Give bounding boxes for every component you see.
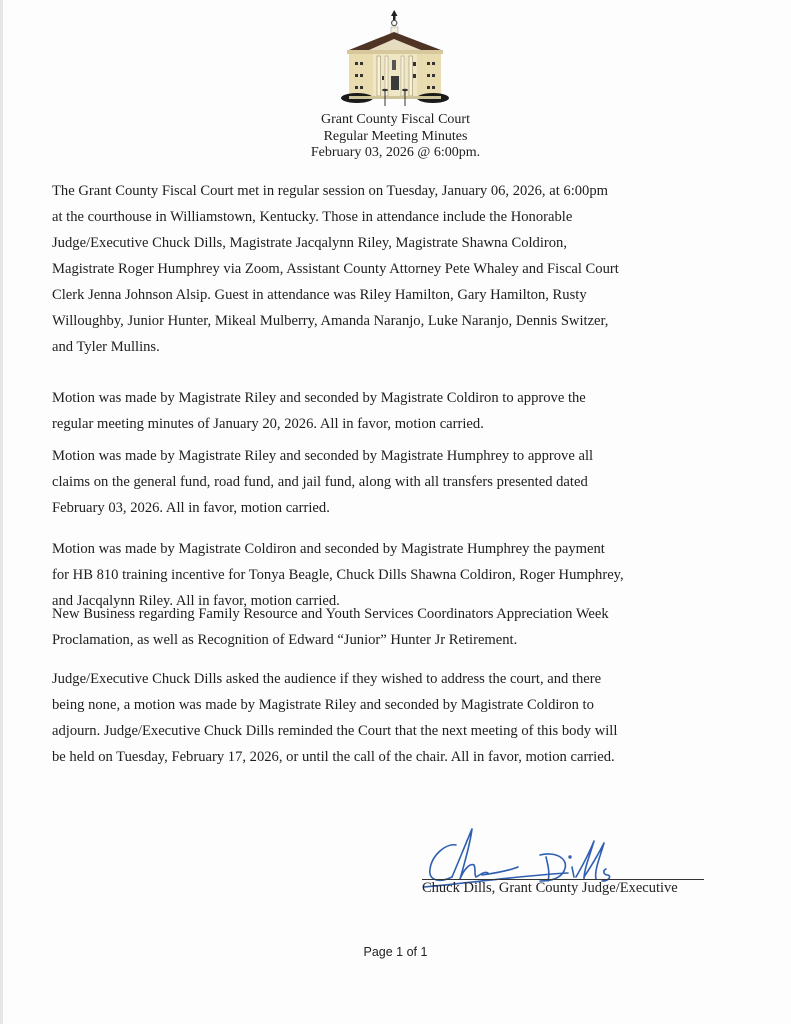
paragraph-line: and Jacqalynn Riley. All in favor, motion carried. bbox=[52, 593, 340, 609]
paragraph-line: and Tyler Mullins. bbox=[52, 339, 160, 355]
new-business-paragraph bbox=[52, 601, 712, 653]
paragraph-line: at the courthouse in Williamstown, Kentucky. Those in attendance include the Honorable bbox=[52, 209, 573, 225]
paragraph-line: claims on the general fund, road fund, and jail fund, along with all transfers presented dated bbox=[52, 474, 588, 490]
minutes-approval-paragraph bbox=[52, 385, 712, 437]
paragraph-line: adjourn. Judge/Executive Chuck Dills reminded the Court that the next meeting of this body will bbox=[52, 723, 618, 739]
paragraph-line: Motion was made by Magistrate Riley and seconded by Magistrate Coldiron to approve the bbox=[52, 390, 586, 406]
paragraph-line: be held on Tuesday, February 17, 2026, or until the call of the chair. All in favor, motion carried. bbox=[52, 749, 615, 765]
paragraph-line: Willoughby, Junior Hunter, Mikeal Mulberry, Amanda Naranjo, Luke Naranjo, Dennis Switzer, bbox=[52, 313, 609, 329]
paragraph-line: for HB 810 training incentive for Tonya Beagle, Chuck Dills Shawna Coldiron, Roger Humphrey, bbox=[52, 567, 624, 583]
document-type: Regular Meeting Minutes bbox=[323, 128, 468, 144]
meeting-date: February 03, 2026 @ 6:00pm. bbox=[310, 145, 481, 160]
paragraph-line: Motion was made by Magistrate Coldiron and seconded by Magistrate Humphrey the payment bbox=[52, 541, 605, 557]
paragraph-line: Motion was made by Magistrate Riley and seconded by Magistrate Humphrey to approve all bbox=[52, 448, 594, 464]
courthouse-logo-icon bbox=[339, 10, 451, 108]
paragraph-line: Proclamation, as well as Recognition of Edward “Junior” Hunter Jr Retirement. bbox=[52, 632, 518, 648]
paragraph-line: February 03, 2026. All in favor, motion carried. bbox=[52, 500, 330, 516]
paragraph-line: New Business regarding Family Resource and Youth Services Coordinators Appreciation Week bbox=[52, 606, 609, 622]
paragraph-line: The Grant County Fiscal Court met in regular session on Tuesday, January 06, 2026, at 6:00pm bbox=[52, 183, 608, 199]
claims-approval-paragraph bbox=[52, 443, 712, 521]
signature-caption: Chuck Dills, Grant County Judge/Executive bbox=[422, 880, 678, 896]
signature-block bbox=[418, 815, 708, 895]
adjournment-paragraph bbox=[52, 666, 712, 770]
paragraph-line: Judge/Executive Chuck Dills asked the audience if they wished to address the court, and there bbox=[52, 671, 602, 687]
paragraph-line: Magistrate Roger Humphrey via Zoom, Assistant County Attorney Pete Whaley and Fiscal Court bbox=[52, 261, 619, 277]
organization-name: Grant County Fiscal Court bbox=[321, 112, 470, 127]
paragraph-line: being none, a motion was made by Magistrate Riley and seconded by Magistrate Coldiron to bbox=[52, 697, 594, 713]
page-number: Page 1 of 1 bbox=[363, 945, 428, 959]
paragraph-line: Judge/Executive Chuck Dills, Magistrate Jacqalynn Riley, Magistrate Shawna Coldiron, bbox=[52, 235, 567, 251]
paragraph-line: Clerk Jenna Johnson Alsip. Guest in attendance was Riley Hamilton, Gary Hamilton, Rusty bbox=[52, 287, 587, 303]
document-header bbox=[0, 112, 791, 162]
attendance-paragraph bbox=[52, 178, 712, 360]
paragraph-line: regular meeting minutes of January 20, 2026. All in favor, motion carried. bbox=[52, 416, 484, 432]
